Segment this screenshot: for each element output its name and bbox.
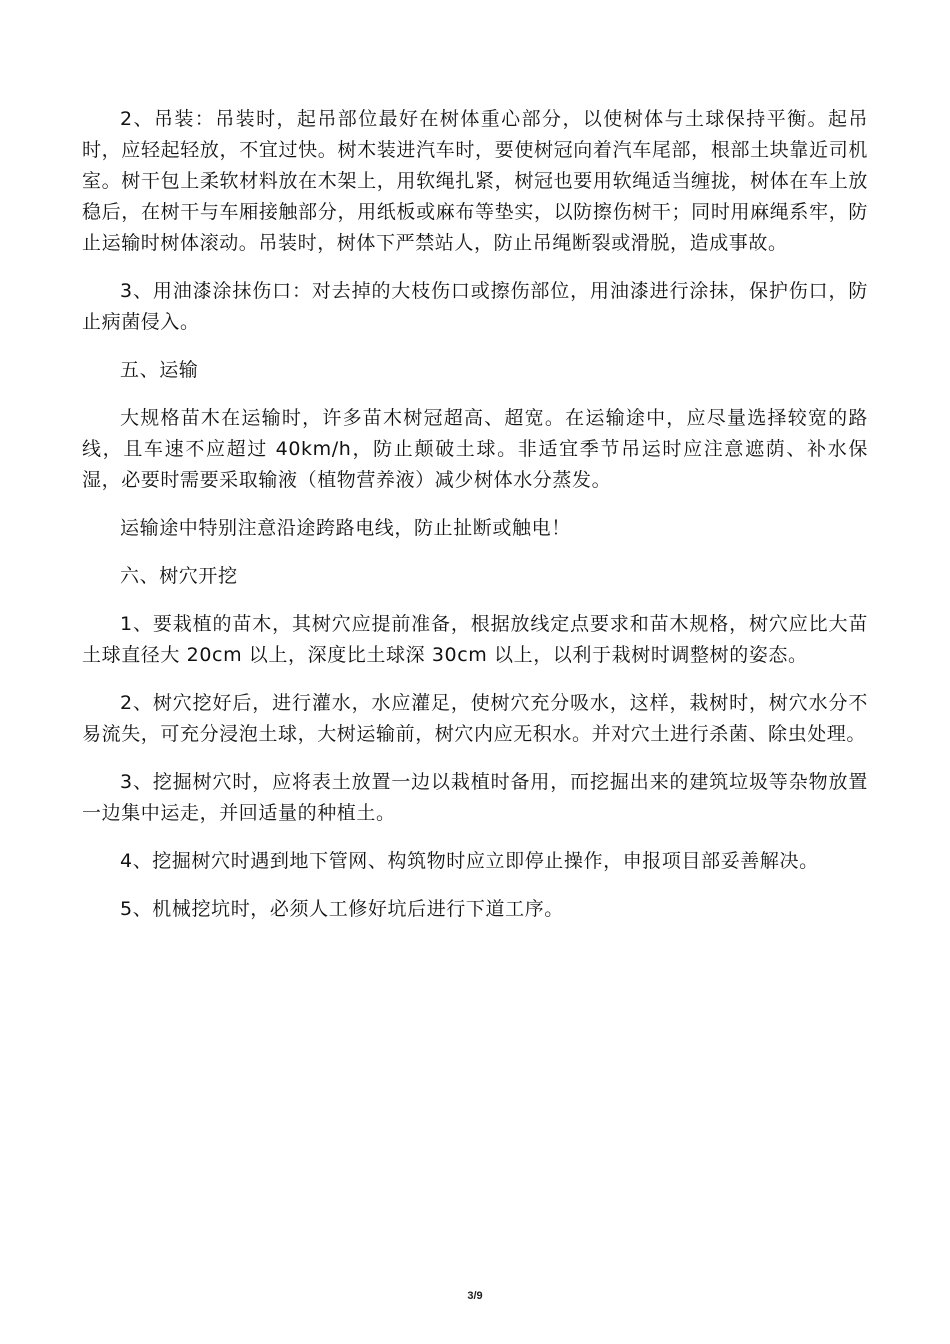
paragraph-paint-wounds: 3、用油漆涂抹伤口：对去掉的大枝伤口或擦伤部位，用油漆进行涂抹，保护伤口，防止病菌侵入。 xyxy=(82,280,868,333)
paragraph-pit-3: 3、挖掘树穴时，应将表土放置一边以栽植时备用，而挖掘出来的建筑垃圾等杂物放置一边集中运走，并回适量的种植土。 xyxy=(82,771,868,824)
section-heading-transport: 五、运输 xyxy=(120,359,199,381)
page-number: 3/9 xyxy=(467,1290,483,1302)
paragraph-transport-wires: 运输途中特别注意沿途跨路电线，防止扯断或触电！ xyxy=(120,517,571,539)
paragraph-pit-1: 1、要栽植的苗木，其树穴应提前准备，根据放线定点要求和苗木规格，树穴应比大苗土球直径大 20cm 以上，深度比土球深 30cm 以上，以利于栽树时调整树的姿态。 xyxy=(82,613,868,666)
document-body xyxy=(82,104,868,942)
paragraph-pit-5: 5、机械挖坑时，必须人工修好坑后进行下道工序。 xyxy=(120,898,564,920)
section-heading-pit-digging: 六、树穴开挖 xyxy=(120,565,238,587)
paragraph-transport: 大规格苗木在运输时，许多苗木树冠超高、超宽。在运输途中，应尽量选择较宽的路线，且车速不应超过 40km/h，防止颠破土球。非适宜季节吊运时应注意遮荫、补水保湿，必要时需要采取输液（植物营养液）减少树体水分蒸发。 xyxy=(82,407,868,491)
paragraph-pit-4: 4、挖掘树穴时遇到地下管网、构筑物时应立即停止操作，申报项目部妥善解决。 xyxy=(120,850,819,872)
paragraph-pit-2: 2、树穴挖好后，进行灌水，水应灌足，使树穴充分吸水，这样，栽树时，树穴水分不易流失，可充分浸泡土球，大树运输前，树穴内应无积水。并对穴土进行杀菌、除虫处理。 xyxy=(82,692,868,745)
paragraph-hoisting: 2、吊装：吊装时，起吊部位最好在树体重心部分，以使树体与土球保持平衡。起吊时，应轻起轻放，不宜过快。树木装进汽车时，要使树冠向着汽车尾部，根部土块靠近司机室。树干包上柔软材料放在木架上，用软绳扎紧，树冠也要用软绳适当缠拢，树体在车上放稳后，在树干与车厢接触部分，用纸板或麻布等垫实，以防擦伤树干；同时用麻绳系牢，防止运输时树体滚动。吊装时，树体下严禁站人，防止吊绳断裂或滑脱，造成事故。 xyxy=(82,108,868,254)
